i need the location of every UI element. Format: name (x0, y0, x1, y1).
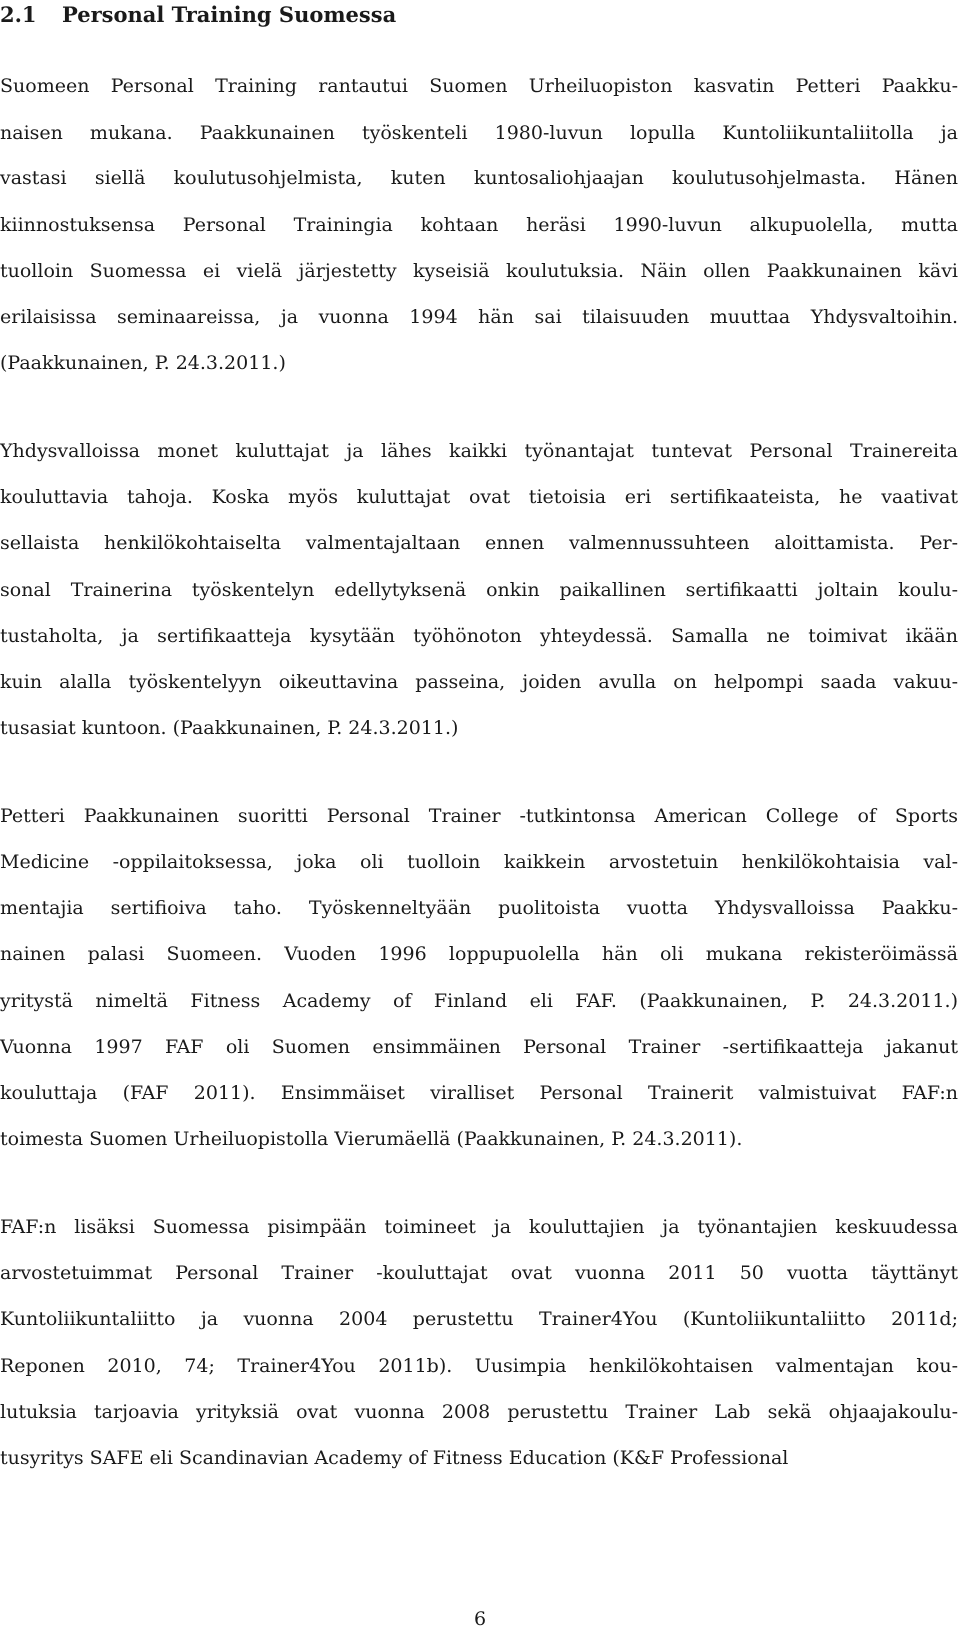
text-line: naisen mukana. Paakkunainen työskenteli 1980-luvun lopulla Kuntoliikuntaliitolla ja (0, 122, 958, 144)
text-line: lutuksia tarjoavia yrityksiä ovat vuonna 2008 perustettu Trainer Lab sekä ohjaajakoulu- (0, 1401, 958, 1423)
text-line: mentajia sertifioiva taho. Työskenneltyään puolitoista vuotta Yhdysvalloissa Paakku- (0, 897, 958, 919)
text-line: sonal Trainerina työskentelyn edellytyksenä onkin paikallinen sertifikaatti joltain koulu- (0, 579, 958, 601)
text-line: sellaista henkilökohtaiselta valmentajaltaan ennen valmennussuhteen aloittamista. Per- (0, 532, 958, 554)
text-line: kouluttaja (FAF 2011). Ensimmäiset viralliset Personal Trainerit valmistuivat FAF:n (0, 1082, 958, 1104)
text-line: Reponen 2010, 74; Trainer4You 2011b). Uusimpia henkilökohtaisen valmentajan kou- (0, 1355, 958, 1377)
text-line: tustaholta, ja sertifikaatteja kysytään työhönoton yhteydessä. Samalla ne toimivat ikään (0, 625, 958, 647)
text-line: vastasi siellä koulutusohjelmista, kuten kuntosaliohjaajan koulutusohjelmasta. Hänen (0, 167, 958, 189)
text-line: nainen palasi Suomeen. Vuoden 1996 loppupuolella hän oli mukana rekisteröimässä (0, 943, 958, 965)
text-line: kiinnostuksensa Personal Trainingia kohtaan heräsi 1990-luvun alkupuolella, mutta (0, 214, 958, 236)
section-title: Personal Training Suomessa (62, 2, 397, 27)
text-line: yritystä nimeltä Fitness Academy of Finland eli FAF. (Paakkunainen, P. 24.3.2011.) (0, 990, 958, 1012)
text-line: kouluttavia tahoja. Koska myös kuluttajat ovat tietoisia eri sertifikaateista, he vaativat (0, 486, 958, 508)
text-line: Kuntoliikuntaliitto ja vuonna 2004 perustettu Trainer4You (Kuntoliikuntaliitto 2011d; (0, 1308, 958, 1330)
text-line: Suomeen Personal Training rantautui Suomen Urheiluopiston kasvatin Petteri Paakku- (0, 75, 958, 97)
text-line: tuolloin Suomessa ei vielä järjestetty kyseisiä koulutuksia. Näin ollen Paakkunainen kävi (0, 260, 958, 282)
text-line: kuin alalla työskentelyyn oikeuttavina passeina, joiden avulla on helpompi saada vakuu- (0, 671, 958, 693)
page-number: 6 (473, 1608, 487, 1630)
text-line: Petteri Paakkunainen suoritti Personal Trainer -tutkintonsa American College of Sports (0, 805, 958, 827)
text-line: tusasiat kuntoon. (Paakkunainen, P. 24.3.2011.) (0, 717, 459, 739)
section-heading (0, 0, 396, 30)
section-number: 2.1 (0, 2, 37, 27)
text-line: erilaisissa seminaareissa, ja vuonna 1994 hän sai tilaisuuden muuttaa Yhdysvaltoihin. (0, 306, 958, 328)
text-line: Vuonna 1997 FAF oli Suomen ensimmäinen Personal Trainer -sertifikaatteja jakanut (0, 1036, 958, 1058)
text-line: tusyritys SAFE eli Scandinavian Academy of Fitness Education (K&F Professional (0, 1447, 789, 1469)
text-line: (Paakkunainen, P. 24.3.2011.) (0, 352, 286, 374)
text-line: toimesta Suomen Urheiluopistolla Vierumäellä (Paakkunainen, P. 24.3.2011). (0, 1128, 743, 1150)
text-line: Yhdysvalloissa monet kuluttajat ja lähes kaikki työnantajat tuntevat Personal Trainereita (0, 440, 958, 462)
text-line: FAF:n lisäksi Suomessa pisimpään toimineet ja kouluttajien ja työnantajien keskuudessa (0, 1216, 958, 1238)
text-line: Medicine -oppilaitoksessa, joka oli tuolloin kaikkein arvostetuin henkilökohtaisia val- (0, 851, 958, 873)
text-line: arvostetuimmat Personal Trainer -kouluttajat ovat vuonna 2011 50 vuotta täyttänyt (0, 1262, 958, 1284)
